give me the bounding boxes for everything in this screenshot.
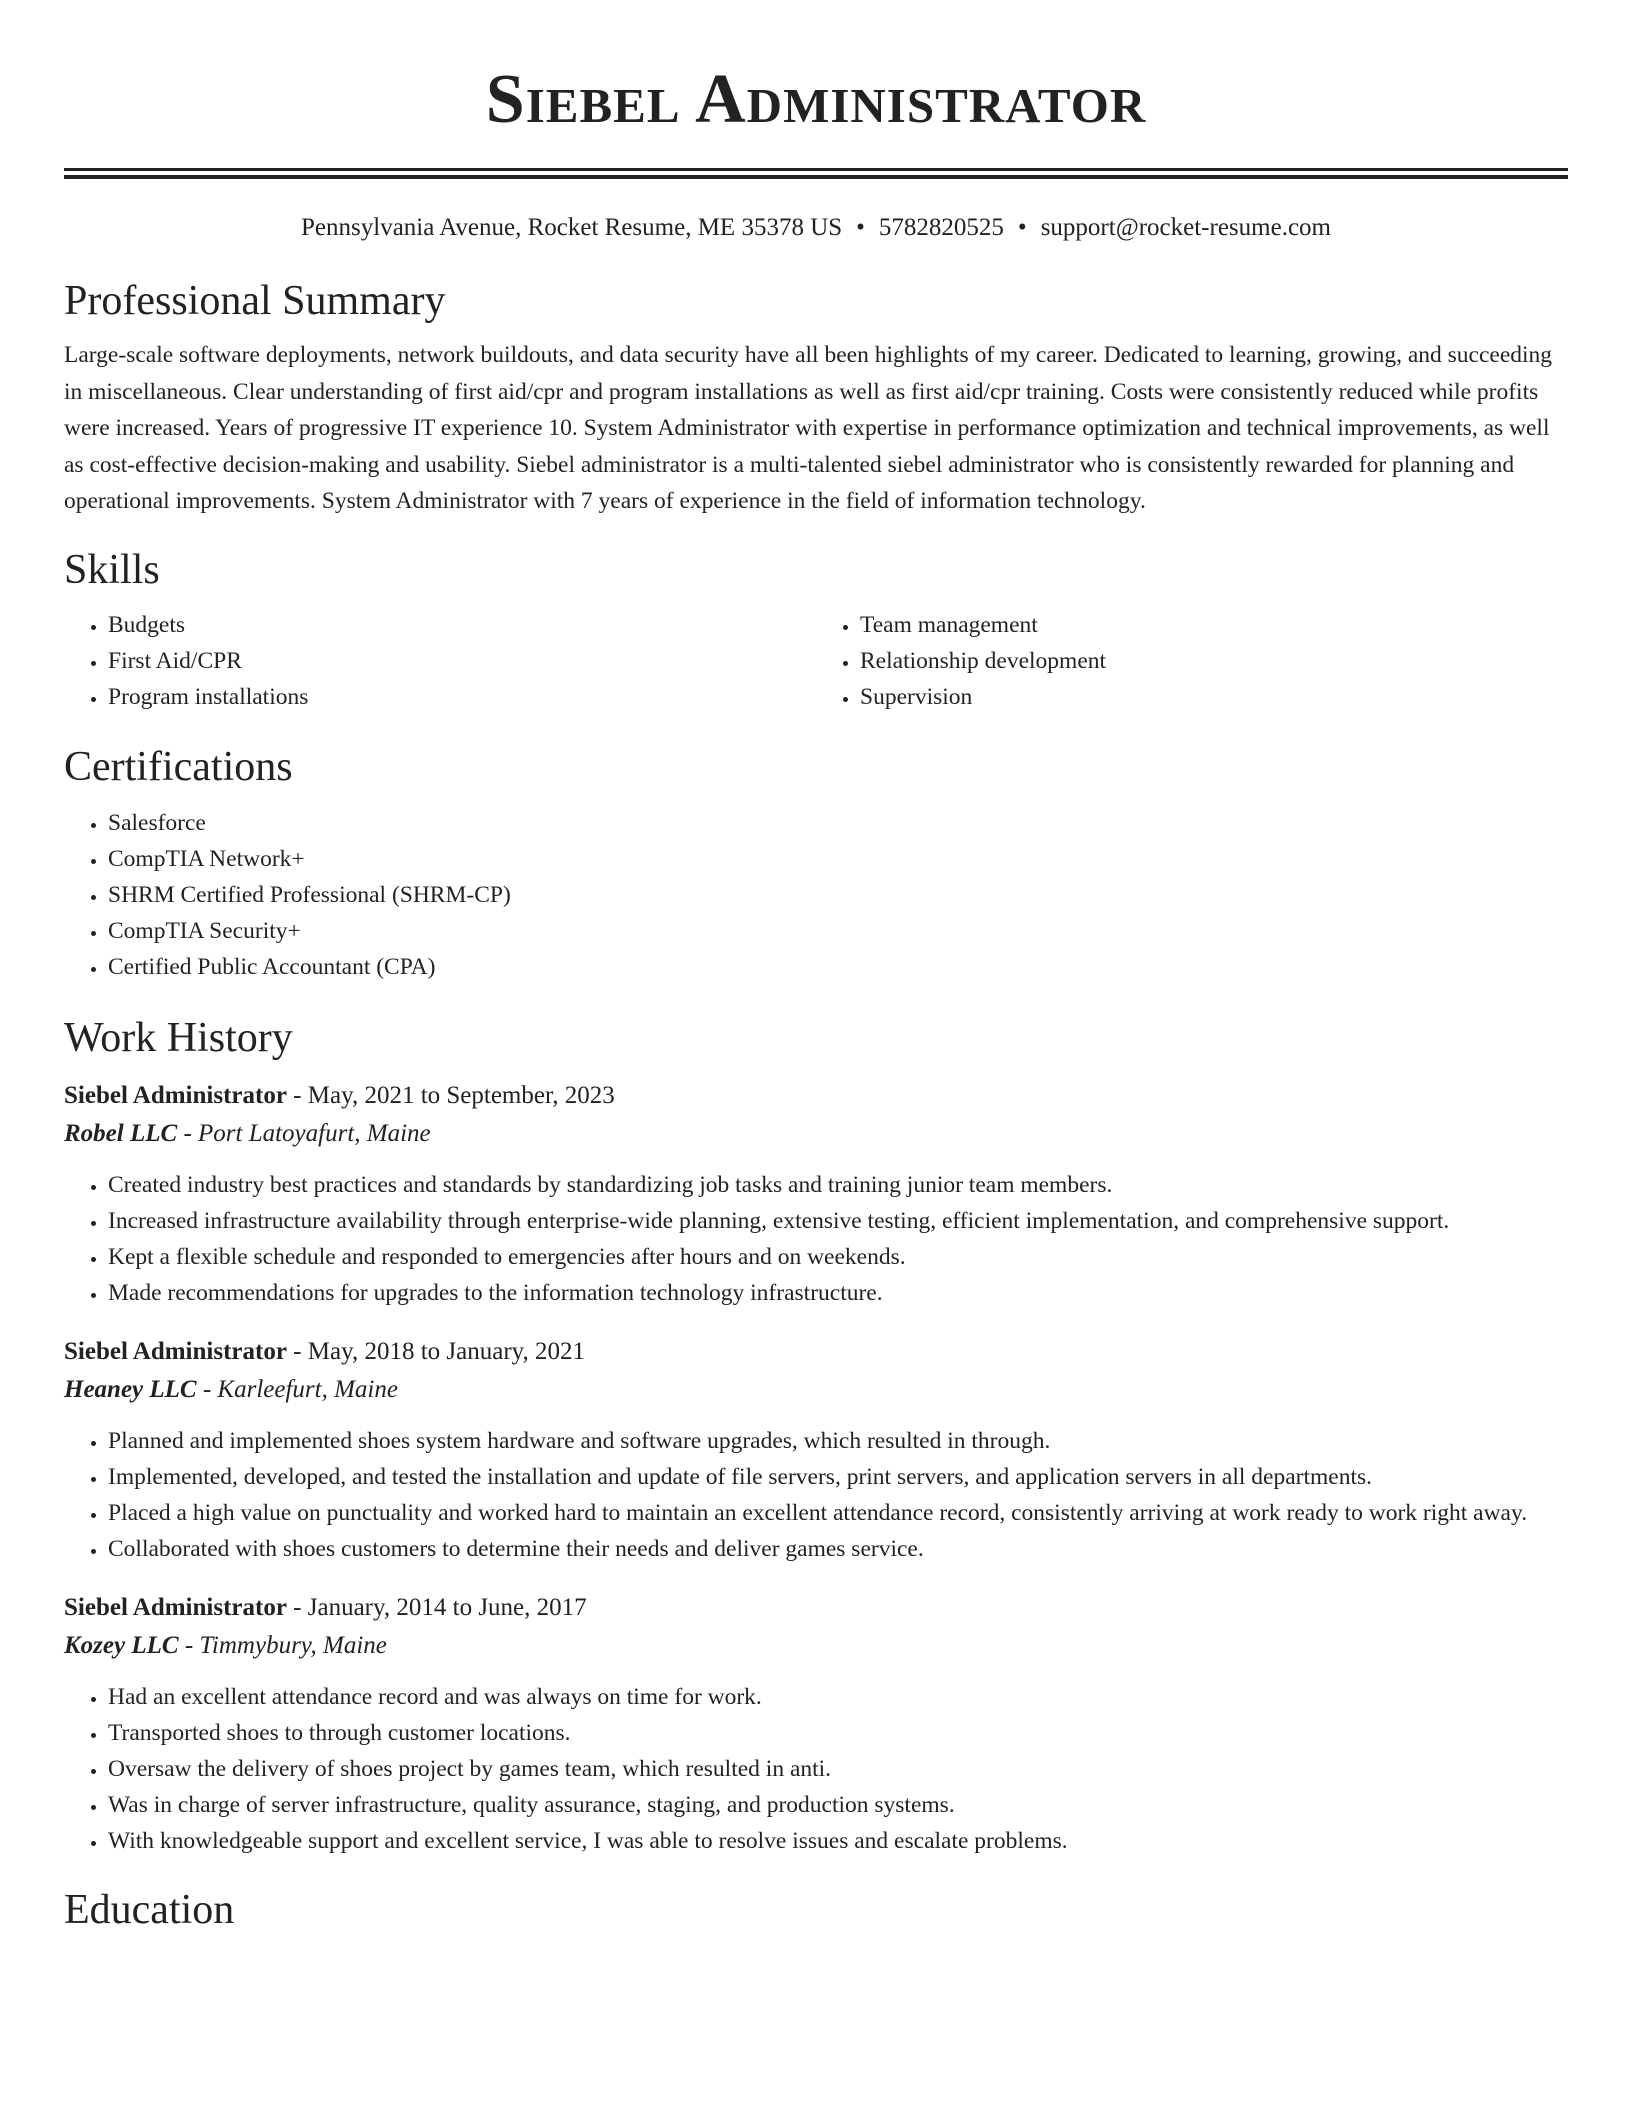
job-company: Heaney LLC <box>64 1375 197 1403</box>
education-heading: Education <box>64 1886 235 1933</box>
job-bullet: • Had an excellent attendance record and was always on time for work. <box>108 1679 1568 1715</box>
skill-item: • Supervision <box>860 679 1568 715</box>
job-dates: - May, 2021 to September, 2023 <box>286 1081 615 1109</box>
work-history-section <box>64 1013 1568 1859</box>
job-company-line <box>64 1627 1568 1665</box>
job-bullets <box>64 1679 1568 1859</box>
resume-name: Siebel Administrator <box>485 61 1147 138</box>
job-bullets <box>64 1167 1568 1311</box>
job-dates: - January, 2014 to June, 2017 <box>286 1593 587 1621</box>
skills-columns <box>64 607 1568 715</box>
job-bullet: • Increased infrastructure availability through enterprise-wide planning, extensive testing, efficient implementation, and comprehensive support. <box>108 1203 1568 1239</box>
job-dates: - May, 2018 to January, 2021 <box>286 1337 586 1365</box>
job-title: Siebel Administrator <box>64 1337 287 1365</box>
job-bullet: • Created industry best practices and standards by standardizing job tasks and training junior team members. <box>108 1167 1568 1203</box>
job-bullet: • Oversaw the delivery of shoes project by games team, which resulted in anti. <box>108 1751 1568 1787</box>
contact-email: support@rocket-resume.com <box>1040 214 1331 241</box>
certification-item: • CompTIA Network+ <box>108 841 1568 877</box>
contact-phone: 5782820525 <box>878 214 1004 241</box>
skill-item: • First Aid/CPR <box>108 643 816 679</box>
job-bullets <box>64 1423 1568 1567</box>
job-company: Kozey LLC <box>64 1631 179 1659</box>
certification-item: • SHRM Certified Professional (SHRM-CP) <box>108 877 1568 913</box>
summary-text: Large-scale software deployments, network buildouts, and data security have all been highlights of my career. Dedicated to learning, growing, and succeeding in miscellaneous. Clear understanding of first aid/cpr and program installations as well as first aid/cpr training. Costs were consistently reduced while profits were increased. Years of progressive IT experience 10. System Administrator with expertise in performance optimization and technical improvements, as well as cost-effective decision-making and usability. Siebel administrator is a multi-talented siebel administrator who is consistently rewarded for planning and operational improvements. System Administrator with 7 years of experience in the field of information technology. <box>64 342 1553 514</box>
job-bullet: • Was in charge of server infrastructure, quality assurance, staging, and production systems. <box>108 1787 1568 1823</box>
job-bullet: • Kept a flexible schedule and responded to emergencies after hours and on weekends. <box>108 1239 1568 1275</box>
contact-line <box>64 213 1568 243</box>
job-bullet: • Made recommendations for upgrades to the information technology infrastructure. <box>108 1275 1568 1311</box>
job-bullet: • Planned and implemented shoes system hardware and software upgrades, which resulted in through. <box>108 1423 1568 1459</box>
job-entry <box>64 1333 1568 1567</box>
certifications-list <box>64 805 1568 985</box>
summary-section <box>64 276 1568 520</box>
job-bullet: • Collaborated with shoes customers to determine their needs and deliver games service. <box>108 1531 1568 1567</box>
skill-item: • Relationship development <box>860 643 1568 679</box>
skills-heading: Skills <box>64 546 160 593</box>
job-entry <box>64 1589 1568 1859</box>
job-bullet: • Implemented, developed, and tested the installation and update of file servers, print servers, and application servers in all departments. <box>108 1459 1568 1495</box>
job-title-line <box>64 1077 1568 1115</box>
certifications-heading: Certifications <box>64 743 293 790</box>
certification-item: • Salesforce <box>108 805 1568 841</box>
job-title-line <box>64 1589 1568 1627</box>
job-bullet: • Transported shoes to through customer locations. <box>108 1715 1568 1751</box>
job-location: - Timmybury, Maine <box>178 1631 387 1659</box>
job-title: Siebel Administrator <box>64 1081 287 1109</box>
job-entry <box>64 1077 1568 1311</box>
job-title: Siebel Administrator <box>64 1593 287 1621</box>
skills-section <box>64 545 1568 715</box>
job-location: - Karleefurt, Maine <box>196 1375 398 1403</box>
contact-address: Pennsylvania Avenue, Rocket Resume, ME 35378 US <box>301 214 843 241</box>
contact-separator: • <box>856 214 865 241</box>
education-section <box>64 1885 1568 1935</box>
job-company: Robel LLC <box>64 1119 178 1147</box>
skills-list-left <box>64 607 816 715</box>
certification-item: • CompTIA Security+ <box>108 913 1568 949</box>
header-divider <box>64 168 1568 179</box>
skill-item: • Budgets <box>108 607 816 643</box>
skill-item: • Program installations <box>108 679 816 715</box>
job-bullet: • With knowledgeable support and excellent service, I was able to resolve issues and escalate problems. <box>108 1823 1568 1859</box>
job-location: - Port Latoyafurt, Maine <box>177 1119 431 1147</box>
work-history-heading: Work History <box>64 1014 293 1061</box>
summary-heading: Professional Summary <box>64 278 446 324</box>
job-title-line <box>64 1333 1568 1371</box>
certification-item: • Certified Public Accountant (CPA) <box>108 949 1568 985</box>
skill-item: • Team management <box>860 607 1568 643</box>
job-bullet: • Placed a high value on punctuality and worked hard to maintain an excellent attendance record, consistently arriving at work ready to work right away. <box>108 1495 1568 1531</box>
contact-separator: • <box>1017 214 1027 241</box>
job-company-line <box>64 1371 1568 1409</box>
job-company-line <box>64 1115 1568 1153</box>
skills-list-right <box>816 607 1568 715</box>
certifications-section <box>64 742 1568 985</box>
